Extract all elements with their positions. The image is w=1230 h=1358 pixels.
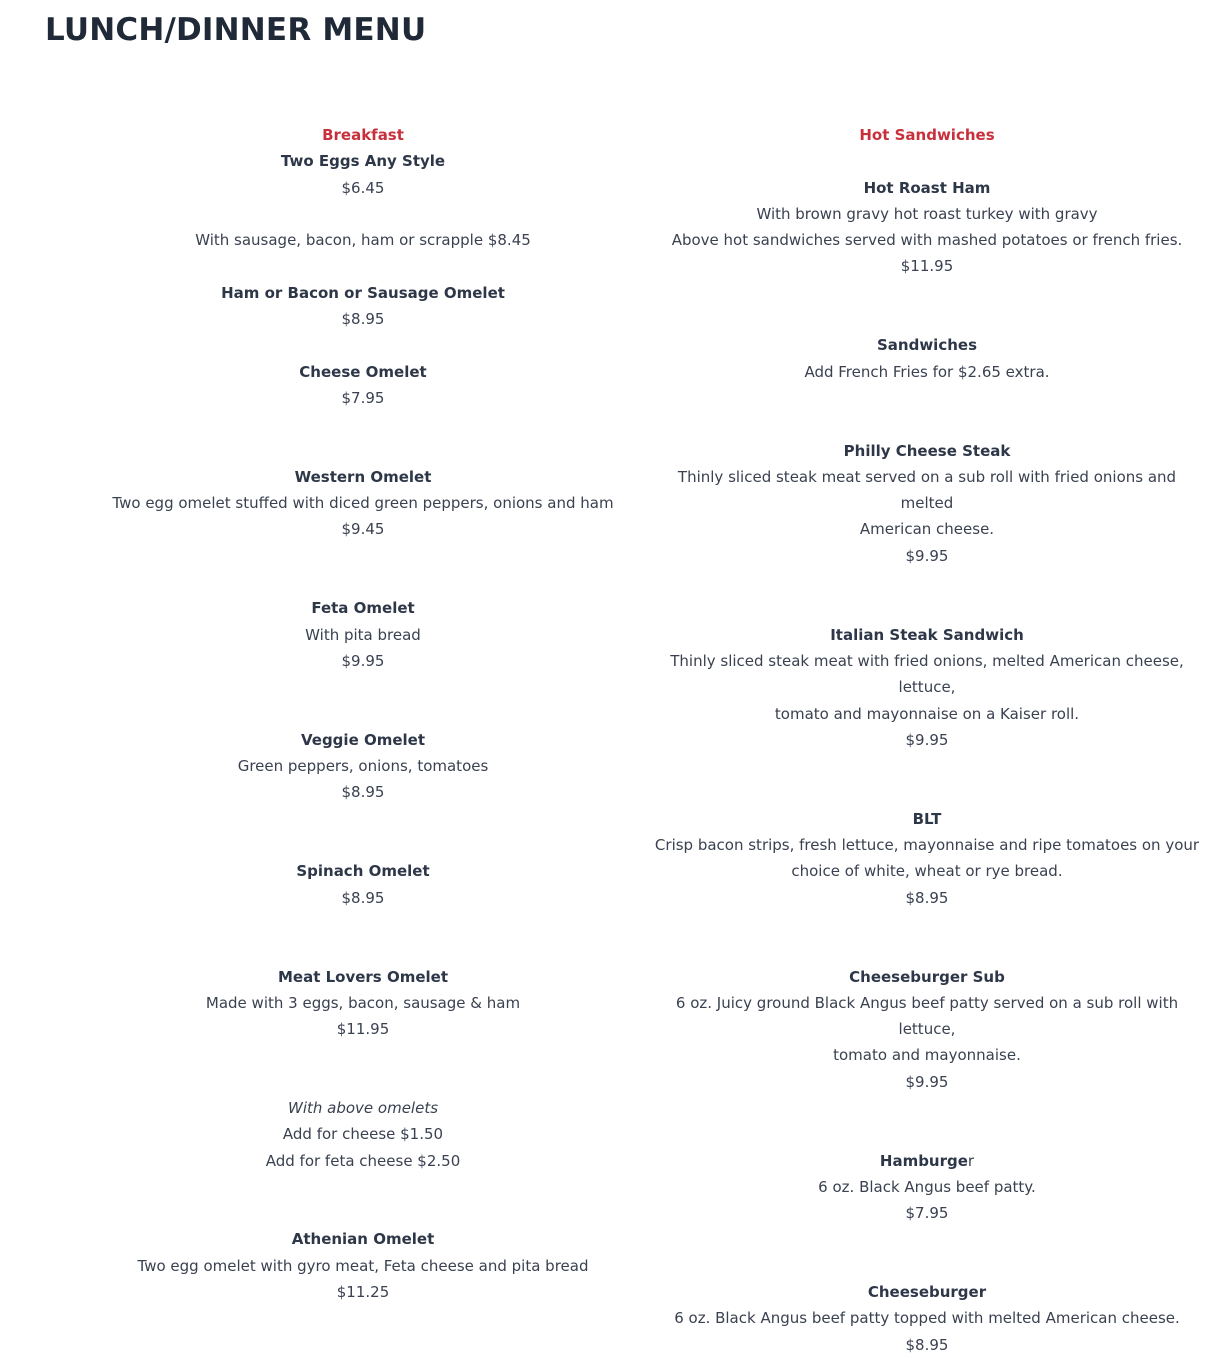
section-title-breakfast: Breakfast [322,126,404,144]
item-price-italian-steak-sandwich: $9.95 [905,730,949,749]
item-desc-cheeseburger-sub-1: 6 oz. Juicy ground Black Angus beef patty served on a sub roll with lettuce, [675,993,1179,1039]
item-price-hot-roast-ham: $11.95 [900,257,954,276]
item-name-veggie-omelet: Veggie Omelet [300,730,425,749]
item-extra-two-eggs: With sausage, bacon, ham or scrapple $8.45 [195,231,531,250]
item-desc-cheeseburger-sub-2: tomato and mayonnaise. [833,1046,1021,1065]
item-desc-cheeseburger: 6 oz. Black Angus beef patty topped with melted American cheese. [674,1309,1180,1328]
item-desc-hot-roast-ham-1: With brown gravy hot roast turkey with gravy [756,204,1098,223]
item-name-two-eggs: Two Eggs Any Style [280,152,446,171]
item-desc-italian-steak-sandwich-1: Thinly sliced steak meat with fried onions, melted American cheese, lettuce, [670,651,1184,697]
item-name-hot-roast-ham: Hot Roast Ham [863,178,991,197]
page-title: LUNCH/DINNER MENU [45,12,427,48]
item-price-cheese-omelet: $7.95 [341,388,385,407]
item-name-cheeseburger: Cheeseburger [867,1283,987,1302]
item-price-athenian-omelet: $11.25 [336,1283,390,1302]
item-name-hamburger-tail: r [967,1151,975,1170]
item-name-sandwiches: Sandwiches [876,336,977,355]
item-desc-sandwiches: Add French Fries for $2.65 extra. [804,362,1050,381]
item-desc-western-omelet: Two egg omelet stuffed with diced green peppers, onions and ham [112,494,614,513]
item-price-philly-cheese-steak: $9.95 [905,546,949,565]
item-name-western-omelet: Western Omelet [294,467,432,486]
item-desc-hamburger: 6 oz. Black Angus beef patty. [818,1177,1036,1196]
omelet-addon-feta: Add for feta cheese $2.50 [265,1151,461,1170]
item-name-cheeseburger-sub: Cheeseburger Sub [849,967,1005,986]
item-name-ham-omelet: Ham or Bacon or Sausage Omelet [221,283,505,302]
item-desc-blt-1: Crisp bacon strips, fresh lettuce, mayonnaise and ripe tomatoes on your [654,836,1200,855]
item-price-ham-omelet: $8.95 [341,310,385,329]
item-desc-veggie-omelet: Green peppers, onions, tomatoes [237,757,489,776]
item-price-western-omelet: $9.45 [341,520,385,539]
item-name-cheese-omelet: Cheese Omelet [299,362,427,381]
item-desc-blt-2: choice of white, wheat or rye bread. [791,862,1063,881]
item-desc-feta-omelet: With pita bread [305,625,421,644]
item-desc-philly-cheese-steak-1: Thinly sliced steak meat served on a sub roll with fried onions and melted [677,467,1177,513]
item-price-blt: $8.95 [905,888,949,907]
item-name-italian-steak-sandwich: Italian Steak Sandwich [830,625,1024,644]
item-desc-hot-roast-ham-2: Above hot sandwiches served with mashed potatoes or french fries. [671,231,1183,250]
item-name-blt: BLT [912,809,942,828]
item-price-cheeseburger: $8.95 [905,1335,949,1354]
item-name-spinach-omelet: Spinach Omelet [296,862,430,881]
item-desc-meat-lovers-omelet: Made with 3 eggs, bacon, sausage & ham [205,993,521,1012]
item-name-athenian-omelet: Athenian Omelet [291,1230,435,1249]
item-price-spinach-omelet: $8.95 [341,888,385,907]
item-name-hamburger-bold: Hamburge [879,1151,968,1170]
breakfast-column [90,122,636,1305]
omelet-addon-cheese: Add for cheese $1.50 [282,1125,444,1144]
item-desc-italian-steak-sandwich-2: tomato and mayonnaise on a Kaiser roll. [774,704,1080,723]
item-price-two-eggs: $6.45 [341,178,385,197]
item-price-meat-lovers-omelet: $11.95 [336,1020,390,1039]
item-name-hamburger [650,1148,1204,1174]
item-name-meat-lovers-omelet: Meat Lovers Omelet [277,967,449,986]
item-desc-philly-cheese-steak-2: American cheese. [859,520,995,539]
item-price-hamburger: $7.95 [905,1204,949,1223]
item-desc-athenian-omelet: Two egg omelet with gyro meat, Feta cheese and pita bread [137,1256,589,1275]
item-name-feta-omelet: Feta Omelet [311,599,415,618]
section-title-hot-sandwiches: Hot Sandwiches [859,126,995,144]
hot-sandwiches-column [650,122,1204,1358]
item-name-philly-cheese-steak: Philly Cheese Steak [843,441,1011,460]
item-price-veggie-omelet: $8.95 [341,783,385,802]
omelet-addons-note: With above omelets [287,1098,439,1117]
item-price-cheeseburger-sub: $9.95 [905,1072,949,1091]
item-price-feta-omelet: $9.95 [341,651,385,670]
